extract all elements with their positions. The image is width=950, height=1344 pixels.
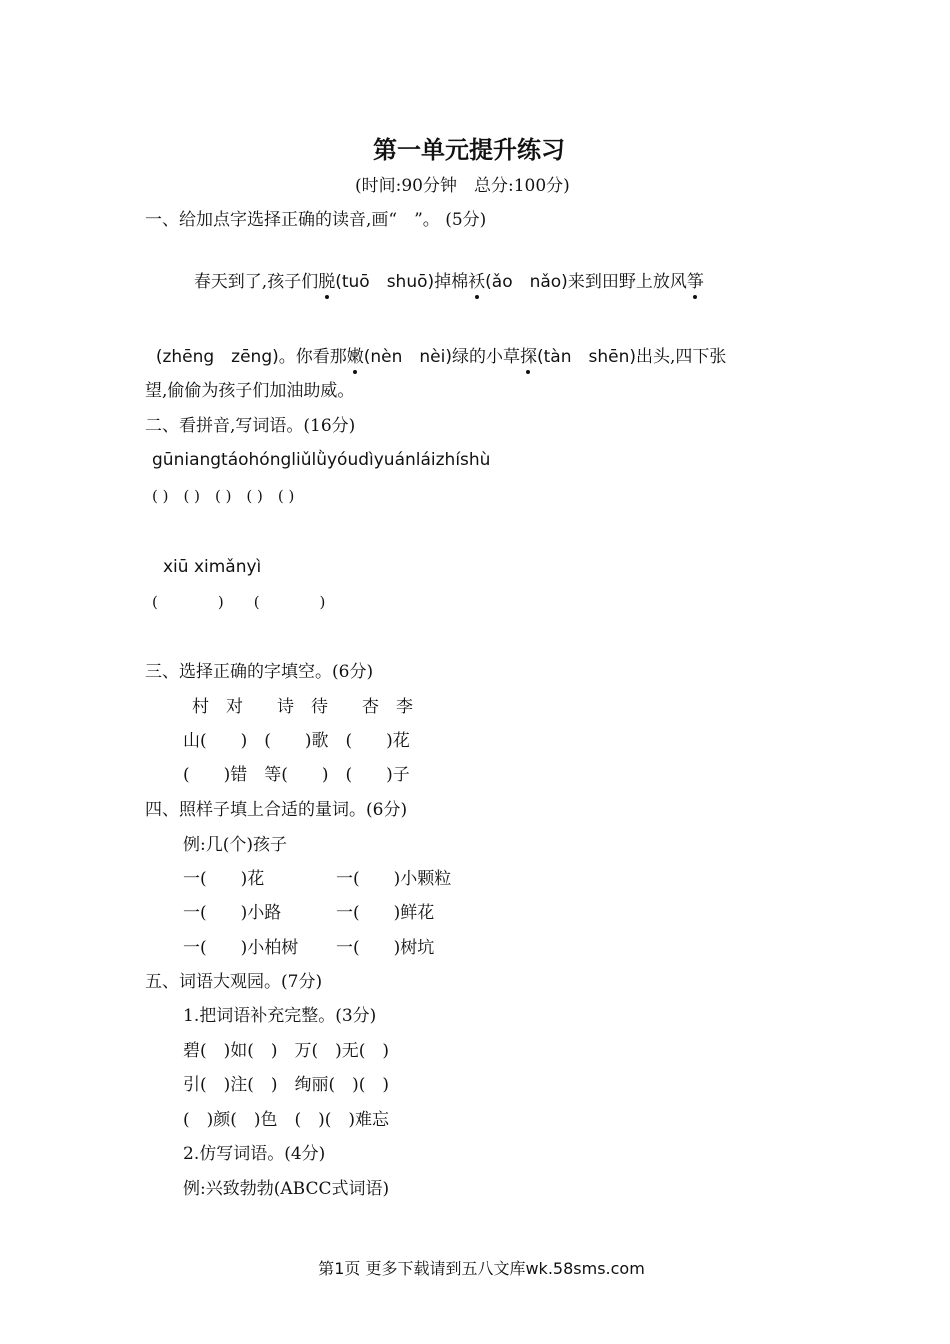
- section-2-heading: 二、看拼音,写词语。(16分): [145, 416, 356, 436]
- example-line: 例:兴致勃勃(ABCC式词语): [183, 1179, 390, 1199]
- idiom-row-1: 碧( )如( ) 万( )无( ): [183, 1041, 390, 1061]
- idiom-row-2: 引( )注( ) 绚丽( )( ): [183, 1075, 390, 1095]
- answer-brackets-row-1: ( ) ( ) ( ) ( ) ( ): [152, 487, 295, 505]
- idiom-row-3: ( )颜( )色 ( )( )难忘: [183, 1110, 390, 1130]
- section-3-heading: 三、选择正确的字填空。(6分): [145, 662, 374, 682]
- page-subtitle: (时间:90分钟 总分:100分): [355, 176, 570, 196]
- section-1-line-1: [183, 257, 704, 291]
- fill-row-2: ( )错 等( ) ( )子: [183, 765, 410, 785]
- pinyin-options: (tàn shēn): [536, 347, 636, 367]
- subquestion-2: 2.仿写词语。(4分): [183, 1144, 326, 1164]
- measure-word-item: 一( )鲜花: [336, 903, 435, 923]
- measure-word-item: 一( )树坑: [336, 938, 435, 958]
- measure-word-item: 一( )花: [183, 869, 265, 889]
- pinyin-options: (zhēng zēng): [155, 347, 279, 367]
- pinyin-options: (nèn nèi): [363, 347, 452, 367]
- text: 绿的小草: [451, 347, 520, 367]
- answer-brackets-row-2: ( ) ( ): [152, 593, 326, 611]
- text: 掉棉: [434, 272, 469, 292]
- site-link[interactable]: wk.58sms.com: [525, 1259, 645, 1278]
- measure-word-item: 一( )小柏树: [183, 938, 299, 958]
- fill-row-1: 山( ) ( )歌 ( )花: [183, 731, 410, 751]
- page-footer: [308, 1245, 645, 1277]
- page-title: 第一单元提升练习: [373, 135, 565, 164]
- footer-text: 页 更多下载请到五八文库: [344, 1259, 526, 1278]
- text: 春天到了,孩子们: [193, 272, 319, 292]
- footer-prefix: 第: [318, 1259, 335, 1278]
- pinyin-options: (tuō shuō): [335, 272, 435, 292]
- section-5-heading: 五、词语大观园。(7分): [145, 972, 323, 992]
- text: 来到田野上放风: [567, 272, 687, 292]
- section-1-line-3: 望,偷偷为孩子们加油助威。: [145, 381, 355, 401]
- example-line: 例:几(个)孩子: [183, 835, 287, 855]
- section-4-heading: 四、照样子填上合适的量词。(6分): [145, 800, 408, 820]
- subquestion-1: 1.把词语补充完整。(3分): [183, 1006, 377, 1026]
- character-choices: 村 对 诗 待 杏 李: [192, 697, 413, 717]
- page-number: 1: [334, 1259, 345, 1278]
- section-1-line-2: [145, 332, 726, 366]
- pinyin-row-1: gūniangtáohóngliǔlǜyóudìyuánláizhíshù: [152, 450, 491, 470]
- measure-word-item: 一( )小颗粒: [336, 869, 452, 889]
- text: 。你看那: [278, 347, 347, 367]
- text: 出头,四下张: [635, 347, 727, 367]
- dotted-char: 袄: [468, 272, 486, 292]
- dotted-char: 探: [519, 347, 537, 367]
- pinyin-row-2: xiū ximǎnyì: [163, 557, 262, 577]
- pinyin-options: (ǎo nǎo): [485, 272, 568, 292]
- dotted-char: 筝: [686, 272, 704, 292]
- dotted-char: 脱: [318, 272, 336, 292]
- section-1-heading: 一、给加点字选择正确的读音,画“ ”。 (5分): [145, 210, 487, 230]
- dotted-char: 嫩: [346, 347, 364, 367]
- measure-word-item: 一( )小路: [183, 903, 282, 923]
